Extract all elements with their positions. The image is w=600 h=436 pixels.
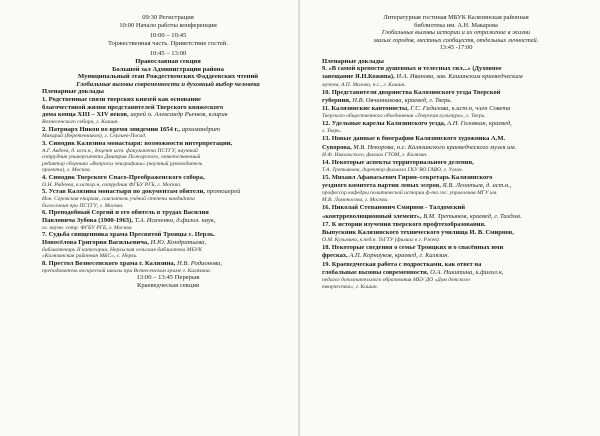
report-author-details: М.В. Ломоносова, г. Москва.: [322, 197, 389, 204]
footer-line: 13:00 – 13:45 Перерыв: [136, 274, 200, 282]
report-title: [322, 65, 590, 81]
header-line: 13:45 -17:00: [439, 44, 473, 51]
report-item: [322, 89, 590, 105]
report-author: Я.В. Леонтьев, д. ист.н.,: [442, 182, 512, 190]
report-title-line: 12. Удельные карелы Калязинского уезда,: [322, 120, 448, 128]
report-author-details: И.Ф. Никольского, филиал ГТОМ, г. Калязин.: [322, 151, 428, 158]
report-author-details: Вознесенского собора, г. Кашин.: [42, 119, 119, 126]
header-line: 10:45 – 13:00: [149, 50, 187, 58]
report-author: протоиерей: [206, 188, 241, 196]
report-title-line: 6. Преподобный Сергий и его обитель в трудах Василия: [42, 209, 209, 217]
report-author: И.А. Иванова, зав. Кашинским краеведческим: [396, 73, 523, 81]
report-title: [322, 89, 590, 105]
report-author-details: творчества», г. Кашин.: [322, 283, 378, 290]
report-title-line: 10. Представители дворянства Калязинского уезда Тверской: [322, 88, 501, 96]
report-item: [42, 140, 294, 174]
report-author: А.П. Корнауков, краевед, г. Калязин.: [349, 252, 450, 260]
left-header: [42, 14, 294, 96]
header-line: Литературная гостиная МБУК Калязинская районная: [383, 14, 529, 21]
right-reports-list: [322, 65, 590, 291]
report-author: Н.В. Овчинникова, краевед, г. Тверь.: [352, 96, 452, 104]
report-title-line: фресках,: [322, 252, 350, 260]
report-item: [322, 105, 590, 120]
report-author-details: педагог дополнительного образования МБУ ДО «Дом детского: [322, 276, 470, 283]
report-title-line: 3. Синодик Калязина монастыря: возможности интерпретации,: [42, 139, 233, 147]
report-author: И.Ю. Кондратьева,: [150, 238, 207, 246]
report-title: [322, 120, 590, 128]
report-author-details: О.М. Кузьмина, к.пед.н. ТвГТУ (филиал в г. Ржев).: [322, 237, 440, 244]
report-author: иерей о. Александр Рычков, клирик: [130, 111, 228, 119]
report-title-line: 2. Патриарх Никон во время эпидемии 1654 г.,: [42, 125, 182, 133]
report-author: М.В. Некорова, н.с. Калязинского краеведческого музея им.: [353, 143, 517, 151]
report-title-line: Выпускник Калязинского технического училища И. В. Смирнов,: [322, 228, 514, 236]
report-author-details: Тверского общественного объединения «Тверская культура», г. Тверь.: [322, 113, 486, 120]
report-author-details: г. Тверь.: [322, 128, 342, 135]
report-title: [322, 159, 590, 167]
report-item: [42, 126, 294, 140]
header-line: малых городов, местных сообществ, отдельных личностей.: [373, 36, 539, 44]
report-title-line: глобальные вызовы современности,: [322, 268, 431, 276]
report-title: [42, 260, 294, 268]
report-author-details: музеем, А.П. Малова, н.с., г. Кашин.: [322, 81, 406, 88]
report-title: [322, 105, 590, 113]
report-title: [42, 140, 294, 148]
report-author-details: профессор кафедры политической истории ф-та гос. управления МГУ им.: [322, 190, 498, 197]
report-title-line: Новосёлова Григория Васильевича,: [42, 238, 151, 246]
left-footer: [42, 274, 294, 289]
report-item: [322, 120, 590, 135]
report-author-details: редактор сборника «Вопросы эпиграфики» (научный руководитель: [42, 160, 203, 167]
report-title-line: 14. Некоторые аспекты территориального деления,: [322, 158, 474, 166]
report-title-line: 7. Судьба священника храма Пресвятой Троицы с. Нерль.: [42, 231, 216, 239]
report-author-details: Т.А. Третьякова, директор филиала ГКУ ВО ГАВО, г. Углич.: [322, 166, 464, 173]
left-reports-list: [42, 96, 294, 274]
report-item: [42, 96, 294, 126]
report-item: [42, 174, 294, 188]
report-title-line: дома конца XIII – XIV веков,: [42, 111, 131, 119]
report-title-line: «контрреволюционный элемент»,: [322, 212, 424, 220]
report-title: [322, 204, 590, 220]
report-title-line: благочестивой жизни представителей Тверского княжеского: [42, 103, 224, 111]
header-line: Торжественная часть. Приветствие гостей.: [107, 39, 228, 47]
report-author-details: А.Г. Авдеев, д. ист.н., доцент ист. факультета ПСТГУ, научный: [42, 147, 198, 154]
report-title: [42, 231, 294, 246]
report-title-line: Павловича Зубова (1900-1963),: [42, 216, 135, 224]
report-author-details: О.Н. Радеева, к.истор.н, сотрудник ФГБУ РГБ, г. Москва.: [42, 181, 182, 188]
report-title: [42, 96, 294, 119]
report-title-line: 9. «В самой крепости душевных и телесных сил...» (Духовное: [322, 65, 502, 73]
report-author-details: библиотекарь II категории, Нерльская сельская библиотека МБУК: [42, 246, 203, 253]
report-title: [42, 209, 294, 224]
report-author-details: сотрудник университета Дмитрия Пожарского, ответственный: [42, 154, 201, 161]
report-author-details: проекта), г. Москва.: [42, 167, 91, 174]
header-line: Муниципальный этап Рождественских Фаддеевских чтений: [77, 73, 259, 81]
right-page: [300, 0, 600, 436]
report-author: Т.А. Исаченко, д.филол. наук,: [134, 216, 216, 224]
report-author-details: богословия при ПСТГУ, г. Москва.: [42, 202, 124, 209]
report-title: [322, 221, 590, 237]
report-item: [322, 65, 590, 88]
report-author: архимандрит: [181, 125, 220, 133]
report-item: [42, 231, 294, 260]
report-title-line: 19. Краеведческая работа с подростками, как ответ на: [322, 260, 482, 268]
report-title-line: 17. К истории изучения тверского профтехобразования.: [322, 220, 486, 228]
report-item: [42, 260, 294, 274]
report-title-line: 18. Некоторые сведения о семье Троицких и о спасённых ими: [322, 244, 504, 252]
report-author: А.Н. Головкин, краевед,: [447, 120, 512, 128]
report-title-line: уездного комитета партии левых эсеров,: [322, 182, 443, 190]
report-title-line: Суворова,: [322, 143, 354, 151]
report-author-details: Макарий (Веретенников), г. Сергиев-Посад.: [42, 133, 147, 140]
header-line: Большой зал Администрации района: [112, 65, 224, 73]
header-line: Православная секция: [135, 57, 201, 65]
report-item: [322, 244, 590, 260]
report-item: [42, 188, 294, 209]
report-item: [322, 159, 590, 174]
report-author-details: Иов. Серовская епархия, соискатель учёной степени кандидата: [42, 196, 195, 203]
report-title-line: губернии,: [322, 96, 353, 104]
header-line: 09:30 Регистрация: [142, 14, 194, 21]
header-line: Пленарные доклады: [42, 88, 104, 96]
report-title: [322, 244, 590, 260]
header-line: 10:00 Начало работы конференции: [119, 21, 217, 29]
report-title-line: 1. Родственные связи тверских князей как основание: [42, 95, 201, 103]
report-title-line: завещание Я.Н.Кожина),: [322, 73, 397, 81]
report-author-details: «Калязинская районная МБС», с. Нерль.: [42, 253, 138, 260]
header-line: 10:00 – 10:45: [149, 32, 187, 40]
right-header: [322, 14, 590, 52]
report-item: [42, 209, 294, 231]
report-title: [322, 174, 590, 190]
report-title-line: 13. Новые данные в биографии Калязинского художника А.М.: [322, 135, 506, 143]
report-author-details: преподаватель воскресной школы при Вознесенском храме г. Калязина.: [42, 267, 212, 274]
report-title-line: 16. Николай Степанович Смирнов - Талдомский: [322, 204, 466, 212]
report-title: [322, 135, 590, 151]
footer-line: Краеведческая секция: [136, 281, 200, 289]
report-title-line: 8. Престол Вознесенского храма г. Калязина,: [42, 259, 177, 267]
header-line: Глобальные вызовы современности и духовный выбор человека: [76, 80, 260, 88]
report-item: [322, 261, 590, 291]
right-section-title: Пленарные доклады: [322, 57, 384, 65]
report-title: [42, 188, 294, 196]
report-author: Г.С. Гидалова, к.ист.н, член Совета: [410, 104, 511, 112]
report-title: [322, 261, 590, 277]
report-title-line: 15. Михаил Афанасьевич Гирин–секретарь Калязинского: [322, 173, 493, 181]
report-author-details: гл. научн. сотр. ФГБУ РГБ, г. Москва.: [42, 224, 133, 231]
report-author: О.А. Никитина, к.филол.н,: [430, 268, 504, 276]
header-line: библиотека им. А.Н. Макарова: [414, 21, 498, 29]
report-title-line: 11. Калязинские кантонисты,: [322, 104, 411, 112]
report-item: [322, 204, 590, 220]
report-author: В.М. Третьяков, краевед, г. Талдом.: [423, 212, 522, 220]
report-title: [42, 174, 294, 182]
report-author: Н.В. Родионова,: [176, 259, 222, 267]
report-title-line: 4. Синодик Тверского Спасо-Преображенского собора,: [42, 174, 205, 182]
report-item: [322, 135, 590, 158]
report-title-line: 5. Устав Калязина монастыря по документам обители,: [42, 188, 207, 196]
header-line: Глобальные вызовы истории и их отражение в жизни: [381, 29, 531, 36]
report-item: [322, 174, 590, 204]
report-item: [322, 221, 590, 244]
